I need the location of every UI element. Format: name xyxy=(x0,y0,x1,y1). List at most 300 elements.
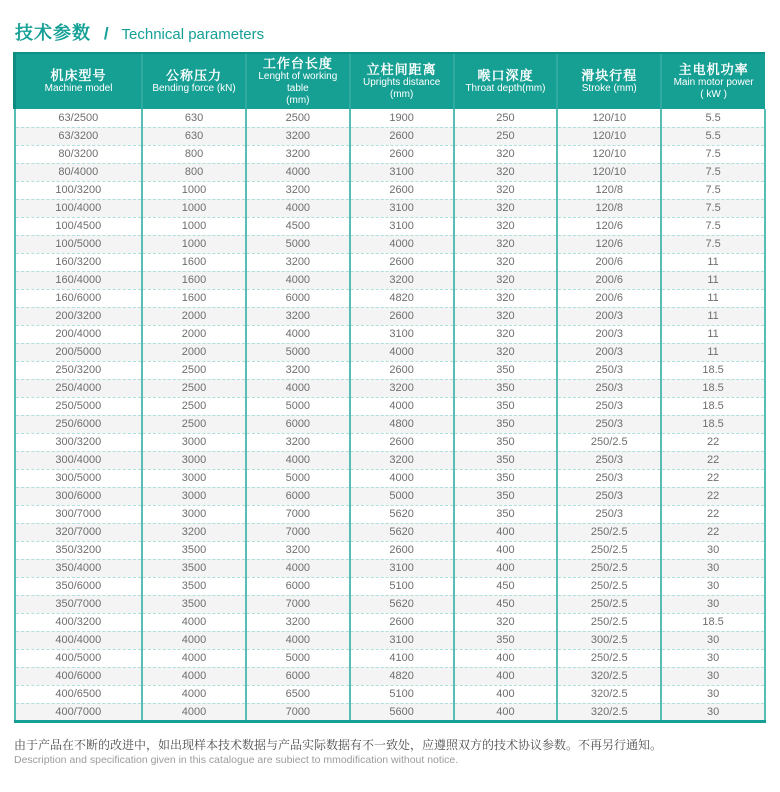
table-row xyxy=(15,361,766,379)
table-cell: 250/6000 xyxy=(15,415,143,433)
column-header-en: Bending force (kN) xyxy=(152,83,236,94)
table-cell: 320 xyxy=(454,307,558,325)
page-title-english: Technical parameters xyxy=(121,26,265,43)
table-cell: 5.5 xyxy=(661,127,765,145)
table-cell: 3100 xyxy=(350,217,454,235)
table-cell: 7.5 xyxy=(661,199,765,217)
table-cell: 120/8 xyxy=(557,199,661,217)
table-row xyxy=(15,253,766,271)
table-cell: 400/5000 xyxy=(15,649,143,667)
table-cell: 350/3200 xyxy=(15,541,143,559)
table-cell: 3000 xyxy=(142,505,246,523)
table-cell: 1000 xyxy=(142,181,246,199)
table-cell: 400/6500 xyxy=(15,685,143,703)
table-cell: 18.5 xyxy=(661,415,765,433)
table-cell: 400 xyxy=(454,559,558,577)
table-cell: 160/4000 xyxy=(15,271,143,289)
table-cell: 30 xyxy=(661,685,765,703)
table-cell: 7000 xyxy=(246,703,350,721)
table-cell: 11 xyxy=(661,307,765,325)
column-header-machine-model xyxy=(15,53,143,109)
table-cell: 350/6000 xyxy=(15,577,143,595)
column-header-zh: 滑块行程 xyxy=(581,68,638,83)
table-cell: 400 xyxy=(454,685,558,703)
table-header-row xyxy=(15,53,766,109)
table-cell: 3200 xyxy=(246,307,350,325)
table-cell: 5000 xyxy=(246,235,350,253)
table-cell: 160/3200 xyxy=(15,253,143,271)
table-cell: 250/3 xyxy=(557,505,661,523)
column-header-en: Throat depth(mm) xyxy=(465,83,546,94)
table-cell: 1900 xyxy=(350,109,454,127)
table-cell: 5.5 xyxy=(661,109,765,127)
table-cell: 120/10 xyxy=(557,109,661,127)
table-cell: 4000 xyxy=(246,559,350,577)
table-row xyxy=(15,577,766,595)
column-header-working-table-length xyxy=(246,53,350,109)
table-row xyxy=(15,343,766,361)
table-cell: 5620 xyxy=(350,523,454,541)
table-cell: 5620 xyxy=(350,595,454,613)
table-cell: 30 xyxy=(661,703,765,721)
table-cell: 450 xyxy=(454,577,558,595)
table-cell: 80/3200 xyxy=(15,145,143,163)
table-row xyxy=(15,523,766,541)
table-cell: 3200 xyxy=(350,271,454,289)
column-header-en2: (mm) xyxy=(286,95,310,106)
table-cell: 3000 xyxy=(142,487,246,505)
table-cell: 100/3200 xyxy=(15,181,143,199)
table-cell: 1000 xyxy=(142,217,246,235)
table-cell: 300/7000 xyxy=(15,505,143,523)
table-cell: 2600 xyxy=(350,361,454,379)
table-cell: 400/4000 xyxy=(15,631,143,649)
table-cell: 22 xyxy=(661,487,765,505)
table-cell: 250/4000 xyxy=(15,379,143,397)
table-row xyxy=(15,649,766,667)
table-cell: 2500 xyxy=(142,379,246,397)
column-header-zh: 主电机功率 xyxy=(678,62,749,77)
table-row xyxy=(15,325,766,343)
column-header-main-motor-power xyxy=(661,53,765,109)
table-cell: 200/3 xyxy=(557,343,661,361)
footer-note-chinese: 由于产品在不断的改进中，如出现样本技术数据与产品实际数据有不一致处，应遵照双方的技术协议参数。不再另行通知。 xyxy=(14,737,663,752)
table-cell: 4000 xyxy=(142,631,246,649)
table-cell: 300/2.5 xyxy=(557,631,661,649)
table-row xyxy=(15,685,766,703)
table-cell: 2600 xyxy=(350,145,454,163)
table-cell: 18.5 xyxy=(661,613,765,631)
table-cell: 4000 xyxy=(350,235,454,253)
table-cell: 11 xyxy=(661,253,765,271)
table-cell: 4000 xyxy=(246,271,350,289)
table-cell: 200/3 xyxy=(557,325,661,343)
table-cell: 4000 xyxy=(246,163,350,181)
table-cell: 2000 xyxy=(142,307,246,325)
table-cell: 1600 xyxy=(142,289,246,307)
column-header-stroke xyxy=(557,53,661,109)
table-cell: 3100 xyxy=(350,163,454,181)
column-header-zh: 立柱间距离 xyxy=(366,62,437,77)
table-cell: 4000 xyxy=(246,199,350,217)
table-cell: 300/3200 xyxy=(15,433,143,451)
table-cell: 320 xyxy=(454,343,558,361)
table-cell: 7.5 xyxy=(661,217,765,235)
table-cell: 22 xyxy=(661,469,765,487)
table-cell: 30 xyxy=(661,559,765,577)
table-row xyxy=(15,397,766,415)
table-cell: 4820 xyxy=(350,289,454,307)
table-cell: 22 xyxy=(661,451,765,469)
table-cell: 22 xyxy=(661,505,765,523)
column-header-en: Lenght of working table xyxy=(258,71,338,94)
table-cell: 63/2500 xyxy=(15,109,143,127)
table-body xyxy=(15,109,766,721)
column-header-uprights-distance xyxy=(350,53,454,109)
table-cell: 11 xyxy=(661,343,765,361)
table-cell: 400/7000 xyxy=(15,703,143,721)
table-cell: 120/10 xyxy=(557,145,661,163)
table-row xyxy=(15,487,766,505)
table-cell: 400/6000 xyxy=(15,667,143,685)
table-cell: 250/3 xyxy=(557,361,661,379)
table-cell: 320/2.5 xyxy=(557,667,661,685)
table-cell: 120/10 xyxy=(557,127,661,145)
table-cell: 4000 xyxy=(246,631,350,649)
table-cell: 3200 xyxy=(246,613,350,631)
table-cell: 400 xyxy=(454,649,558,667)
table-cell: 4000 xyxy=(142,667,246,685)
table-cell: 18.5 xyxy=(661,397,765,415)
table-cell: 4000 xyxy=(350,469,454,487)
table-cell: 4000 xyxy=(246,451,350,469)
table-row xyxy=(15,469,766,487)
table-cell: 18.5 xyxy=(661,379,765,397)
table-cell: 30 xyxy=(661,595,765,613)
table-cell: 630 xyxy=(142,109,246,127)
table-cell: 3200 xyxy=(246,361,350,379)
table-cell: 7.5 xyxy=(661,235,765,253)
table-cell: 320/2.5 xyxy=(557,703,661,721)
table-cell: 3100 xyxy=(350,631,454,649)
table-cell: 350 xyxy=(454,631,558,649)
table-cell: 11 xyxy=(661,271,765,289)
table-cell: 4000 xyxy=(350,343,454,361)
table-cell: 300/4000 xyxy=(15,451,143,469)
table-cell: 3100 xyxy=(350,325,454,343)
table-cell: 800 xyxy=(142,163,246,181)
table-cell: 250/2.5 xyxy=(557,649,661,667)
table-cell: 4000 xyxy=(142,649,246,667)
column-header-en2: (mm) xyxy=(389,89,414,100)
table-cell: 30 xyxy=(661,577,765,595)
table-cell: 4100 xyxy=(350,649,454,667)
table-cell: 250/2.5 xyxy=(557,595,661,613)
table-cell: 250/2.5 xyxy=(557,613,661,631)
table-cell: 320 xyxy=(454,181,558,199)
table-row xyxy=(15,451,766,469)
table-cell: 7.5 xyxy=(661,181,765,199)
table-cell: 2600 xyxy=(350,433,454,451)
table-cell: 3500 xyxy=(142,559,246,577)
table-row xyxy=(15,217,766,235)
table-cell: 450 xyxy=(454,595,558,613)
table-cell: 11 xyxy=(661,325,765,343)
table-cell: 7000 xyxy=(246,505,350,523)
table-cell: 250/3 xyxy=(557,451,661,469)
table-cell: 4000 xyxy=(350,397,454,415)
column-header-en: Main motor power xyxy=(673,77,754,88)
table-cell: 1000 xyxy=(142,199,246,217)
table-cell: 2500 xyxy=(246,109,350,127)
table-cell: 5000 xyxy=(246,469,350,487)
table-cell: 350 xyxy=(454,433,558,451)
table-cell: 3200 xyxy=(246,253,350,271)
table-cell: 2500 xyxy=(142,397,246,415)
table-cell: 4000 xyxy=(142,685,246,703)
table-row xyxy=(15,289,766,307)
column-header-en: Stroke (mm) xyxy=(581,83,637,94)
technical-parameters-table xyxy=(13,52,766,723)
table-cell: 2500 xyxy=(142,415,246,433)
table-cell: 350/7000 xyxy=(15,595,143,613)
table-row xyxy=(15,235,766,253)
table-cell: 4000 xyxy=(142,613,246,631)
table-cell: 2000 xyxy=(142,325,246,343)
table-cell: 5000 xyxy=(350,487,454,505)
table-cell: 120/6 xyxy=(557,217,661,235)
table-cell: 350 xyxy=(454,415,558,433)
table-row xyxy=(15,613,766,631)
table-cell: 3000 xyxy=(142,433,246,451)
table-cell: 3200 xyxy=(246,145,350,163)
table-cell: 200/6 xyxy=(557,289,661,307)
table-cell: 200/4000 xyxy=(15,325,143,343)
table-cell: 250/2.5 xyxy=(557,559,661,577)
column-header-zh: 公称压力 xyxy=(166,68,223,83)
table-cell: 300/5000 xyxy=(15,469,143,487)
table-row xyxy=(15,109,766,127)
table-row xyxy=(15,127,766,145)
table-row xyxy=(15,631,766,649)
table-row xyxy=(15,667,766,685)
table-cell: 400 xyxy=(454,703,558,721)
table-row xyxy=(15,307,766,325)
table-cell: 18.5 xyxy=(661,361,765,379)
table-cell: 200/3 xyxy=(557,307,661,325)
table-row xyxy=(15,433,766,451)
table-cell: 30 xyxy=(661,631,765,649)
table-row xyxy=(15,559,766,577)
table-cell: 350 xyxy=(454,361,558,379)
table-cell: 3500 xyxy=(142,577,246,595)
table-cell: 6000 xyxy=(246,289,350,307)
table-cell: 22 xyxy=(661,433,765,451)
table-cell: 3200 xyxy=(350,451,454,469)
table-cell: 1600 xyxy=(142,253,246,271)
table-cell: 400 xyxy=(454,541,558,559)
table-cell: 3200 xyxy=(246,433,350,451)
table-row xyxy=(15,505,766,523)
table-cell: 250/3 xyxy=(557,379,661,397)
table-row xyxy=(15,271,766,289)
table-cell: 400 xyxy=(454,523,558,541)
table-cell: 320 xyxy=(454,613,558,631)
table-cell: 320 xyxy=(454,253,558,271)
table-cell: 350 xyxy=(454,487,558,505)
table-cell: 7000 xyxy=(246,595,350,613)
table-cell: 320 xyxy=(454,235,558,253)
table-cell: 3000 xyxy=(142,451,246,469)
table-cell: 3200 xyxy=(246,181,350,199)
table-cell: 3200 xyxy=(142,523,246,541)
table-cell: 320 xyxy=(454,199,558,217)
table-cell: 100/5000 xyxy=(15,235,143,253)
table-cell: 120/10 xyxy=(557,163,661,181)
table-cell: 5000 xyxy=(246,649,350,667)
column-header-zh: 机床型号 xyxy=(50,68,107,83)
table-cell: 3200 xyxy=(246,541,350,559)
table-cell: 200/3200 xyxy=(15,307,143,325)
table-row xyxy=(15,415,766,433)
page-title-chinese: 技术参数 xyxy=(15,23,91,43)
table-cell: 5000 xyxy=(246,397,350,415)
table-cell: 630 xyxy=(142,127,246,145)
table-cell: 400/3200 xyxy=(15,613,143,631)
footer-note-english: Description and specification given in this catalogue are subiect to mmodification without notice. xyxy=(14,753,459,766)
table-cell: 80/4000 xyxy=(15,163,143,181)
table-cell: 320 xyxy=(454,163,558,181)
column-header-throat-depth xyxy=(454,53,558,109)
table-cell: 5620 xyxy=(350,505,454,523)
table-cell: 100/4500 xyxy=(15,217,143,235)
table-cell: 250/3200 xyxy=(15,361,143,379)
table-row xyxy=(15,703,766,721)
table-cell: 30 xyxy=(661,649,765,667)
table-cell: 100/4000 xyxy=(15,199,143,217)
table-cell: 4500 xyxy=(246,217,350,235)
table-cell: 63/3200 xyxy=(15,127,143,145)
table-cell: 320 xyxy=(454,145,558,163)
table-cell: 6000 xyxy=(246,667,350,685)
table-cell: 200/6 xyxy=(557,271,661,289)
table-row xyxy=(15,145,766,163)
table-cell: 5600 xyxy=(350,703,454,721)
table-cell: 30 xyxy=(661,541,765,559)
table-row xyxy=(15,163,766,181)
table-cell: 4820 xyxy=(350,667,454,685)
table-cell: 1000 xyxy=(142,235,246,253)
table-cell: 350 xyxy=(454,505,558,523)
table-cell: 800 xyxy=(142,145,246,163)
table-cell: 3500 xyxy=(142,595,246,613)
table-cell: 4000 xyxy=(246,325,350,343)
table-cell: 7.5 xyxy=(661,145,765,163)
table-cell: 7000 xyxy=(246,523,350,541)
table-cell: 1600 xyxy=(142,271,246,289)
table-cell: 2600 xyxy=(350,127,454,145)
table-cell: 2500 xyxy=(142,361,246,379)
table-cell: 320 xyxy=(454,289,558,307)
table-cell: 120/8 xyxy=(557,181,661,199)
table-cell: 3200 xyxy=(350,379,454,397)
page-title xyxy=(13,0,767,52)
table-cell: 2600 xyxy=(350,307,454,325)
column-header-bending-force xyxy=(142,53,246,109)
column-header-en2: ( kW ) xyxy=(700,89,727,100)
table-cell: 4000 xyxy=(246,379,350,397)
column-header-en: Machine model xyxy=(44,83,113,94)
table-cell: 3100 xyxy=(350,559,454,577)
table-cell: 250/3 xyxy=(557,469,661,487)
table-cell: 250/2.5 xyxy=(557,541,661,559)
table-cell: 2600 xyxy=(350,253,454,271)
table-row xyxy=(15,379,766,397)
title-divider: / xyxy=(103,24,109,43)
table-cell: 320 xyxy=(454,217,558,235)
table-cell: 5100 xyxy=(350,685,454,703)
table-cell: 5000 xyxy=(246,343,350,361)
table-cell: 250/2.5 xyxy=(557,433,661,451)
table-cell: 22 xyxy=(661,523,765,541)
table-cell: 2600 xyxy=(350,613,454,631)
table-cell: 6000 xyxy=(246,487,350,505)
table-cell: 250 xyxy=(454,109,558,127)
table-cell: 320 xyxy=(454,325,558,343)
table-cell: 5100 xyxy=(350,577,454,595)
table-header xyxy=(15,53,766,109)
table-row xyxy=(15,199,766,217)
table-cell: 200/6 xyxy=(557,253,661,271)
table-cell: 250/3 xyxy=(557,397,661,415)
table-row xyxy=(15,595,766,613)
table-cell: 300/6000 xyxy=(15,487,143,505)
table-cell: 350/4000 xyxy=(15,559,143,577)
footer-note xyxy=(14,737,767,767)
table-cell: 250/2.5 xyxy=(557,523,661,541)
table-cell: 2600 xyxy=(350,181,454,199)
table-cell: 320 xyxy=(454,271,558,289)
table-cell: 250 xyxy=(454,127,558,145)
table-cell: 3000 xyxy=(142,469,246,487)
table-cell: 7.5 xyxy=(661,163,765,181)
table-cell: 6000 xyxy=(246,415,350,433)
table-cell: 6500 xyxy=(246,685,350,703)
table-cell: 3200 xyxy=(246,127,350,145)
table-cell: 3500 xyxy=(142,541,246,559)
table-cell: 350 xyxy=(454,397,558,415)
table-cell: 2000 xyxy=(142,343,246,361)
table-cell: 160/6000 xyxy=(15,289,143,307)
table-cell: 250/5000 xyxy=(15,397,143,415)
table-cell: 11 xyxy=(661,289,765,307)
table-cell: 4800 xyxy=(350,415,454,433)
table-cell: 350 xyxy=(454,469,558,487)
table-cell: 320/2.5 xyxy=(557,685,661,703)
table-cell: 120/6 xyxy=(557,235,661,253)
table-row xyxy=(15,541,766,559)
table-cell: 4000 xyxy=(142,703,246,721)
table-cell: 30 xyxy=(661,667,765,685)
table-cell: 400 xyxy=(454,667,558,685)
table-row xyxy=(15,181,766,199)
table-cell: 250/3 xyxy=(557,487,661,505)
table-cell: 2600 xyxy=(350,541,454,559)
table-cell: 250/3 xyxy=(557,415,661,433)
table-cell: 3100 xyxy=(350,199,454,217)
column-header-en: Uprights distance xyxy=(363,77,441,88)
table-cell: 6000 xyxy=(246,577,350,595)
